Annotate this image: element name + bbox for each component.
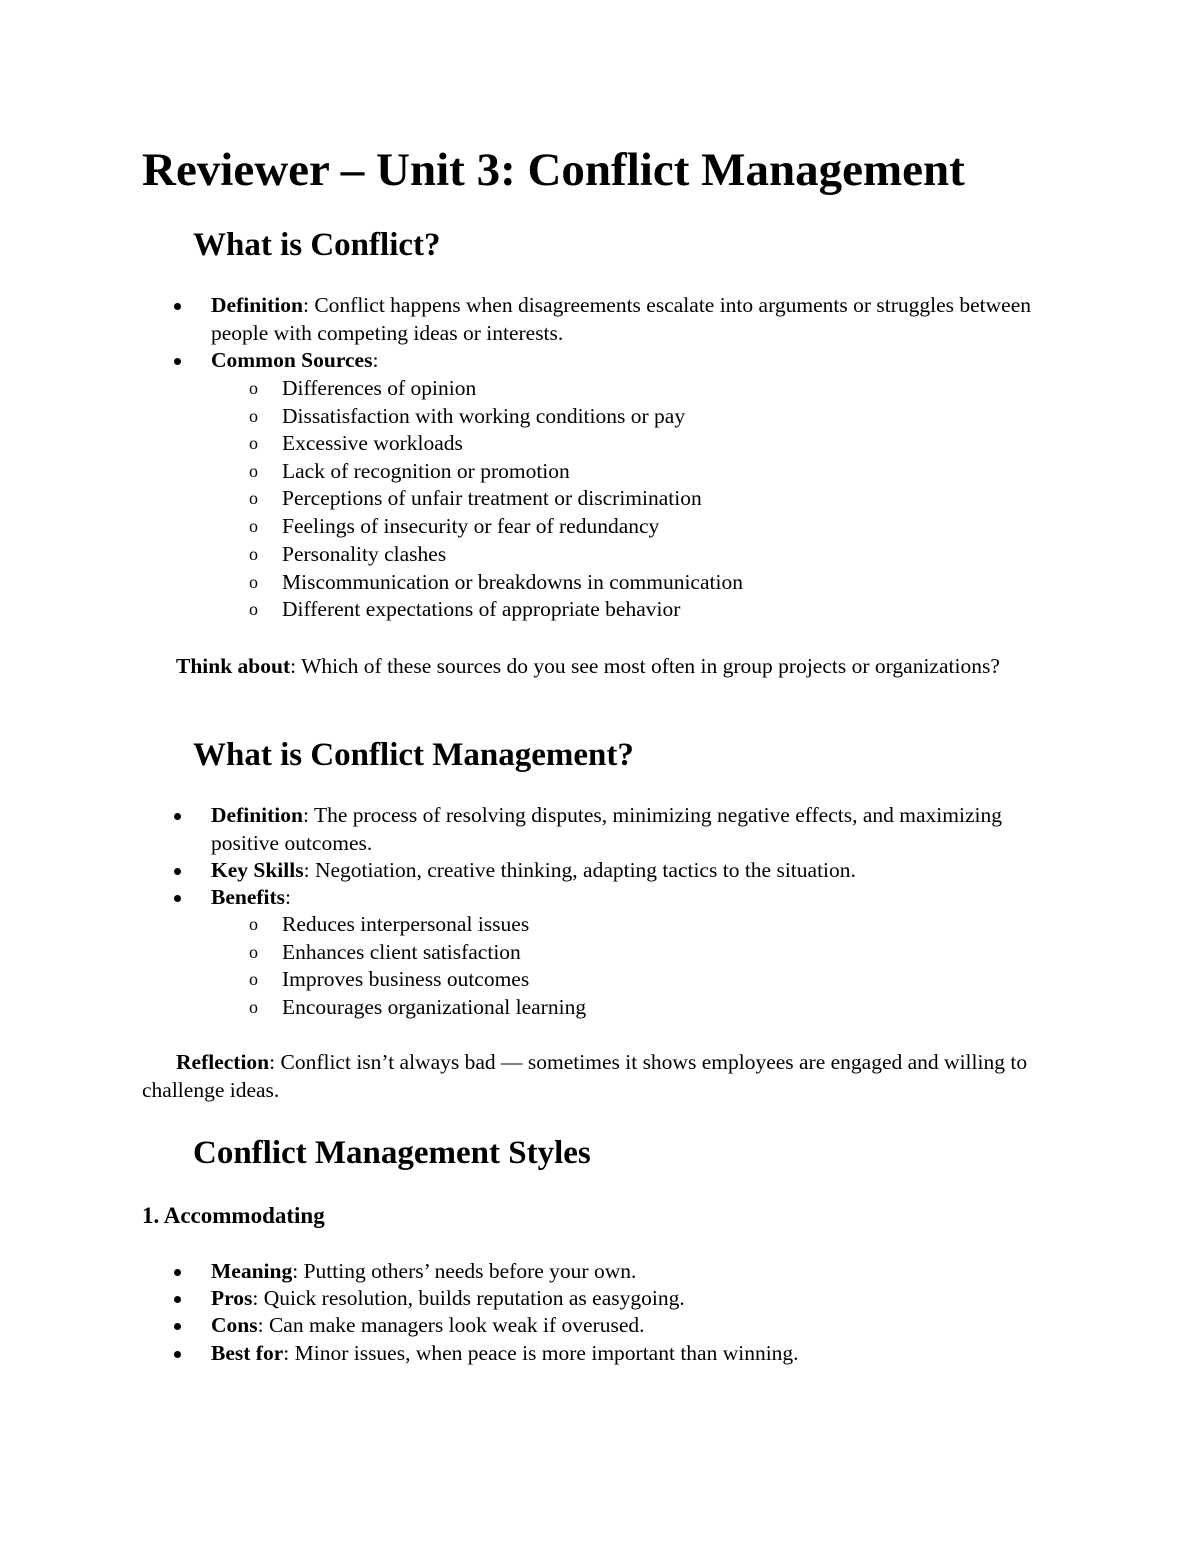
section-heading-what-is-conflict-management: What is Conflict Management?	[193, 737, 634, 773]
sub-bullet-icon: o	[249, 544, 258, 564]
bullet-icon	[174, 303, 181, 310]
bullet-icon	[174, 358, 181, 365]
list-item: o Excessive workloads	[282, 430, 463, 458]
bullet-text: : Putting others’ needs before your own.	[292, 1259, 637, 1283]
bullet-best-for	[211, 1340, 1051, 1368]
subheading-accommodating: 1. Accommodating	[142, 1203, 325, 1228]
sub-bullet-icon: o	[249, 599, 258, 619]
bullet-definition	[211, 802, 1051, 857]
bullet-icon	[174, 1269, 181, 1276]
list-item: o Miscommunication or breakdowns in communication	[282, 569, 743, 597]
sub-bullet-icon: o	[249, 433, 258, 453]
bullet-text: :	[372, 348, 379, 372]
bullet-icon	[174, 895, 181, 902]
list-item: o Enhances client satisfaction	[282, 939, 521, 967]
bullet-text: : Quick resolution, builds reputation as easygoing.	[252, 1286, 685, 1310]
sub-bullet-icon: o	[249, 378, 258, 398]
bullet-meaning	[211, 1258, 1051, 1286]
list-item: o Different expectations of appropriate behavior	[282, 596, 680, 624]
bullet-common-sources	[211, 347, 1051, 375]
bullet-icon	[174, 1296, 181, 1303]
bullet-icon	[174, 1323, 181, 1330]
bullet-label: Definition	[211, 293, 303, 317]
bullet-label: Definition	[211, 803, 303, 827]
bullet-icon	[174, 868, 181, 875]
list-item: o Reduces interpersonal issues	[282, 911, 529, 939]
bullet-label: Key Skills	[211, 858, 304, 882]
bullet-cons	[211, 1312, 1051, 1340]
section-heading-what-is-conflict: What is Conflict?	[193, 227, 441, 263]
sub-bullet-icon: o	[249, 572, 258, 592]
list-item: o Perceptions of unfair treatment or discrimination	[282, 485, 702, 513]
bullet-text: :	[285, 885, 292, 909]
list-item: o Improves business outcomes	[282, 966, 529, 994]
document-title: Reviewer – Unit 3: Conflict Management	[142, 144, 965, 196]
bullet-text: : Can make managers look weak if overused.	[257, 1313, 645, 1337]
bullet-icon	[174, 1351, 181, 1358]
sub-bullet-icon: o	[249, 997, 258, 1017]
sub-bullet-icon: o	[249, 488, 258, 508]
list-item: o Encourages organizational learning	[282, 994, 586, 1022]
bullet-label: Best for	[211, 1341, 284, 1365]
sub-bullet-icon: o	[249, 914, 258, 934]
sub-bullet-icon: o	[249, 969, 258, 989]
reflection-paragraph	[142, 1049, 1042, 1104]
paragraph-label: Reflection	[176, 1050, 270, 1074]
bullet-label: Meaning	[211, 1259, 293, 1283]
list-item: o Lack of recognition or promotion	[282, 458, 570, 486]
paragraph-text: : Which of these sources do you see most often in group projects or organizations?	[290, 654, 1000, 678]
bullet-text: : Minor issues, when peace is more important than winning.	[283, 1341, 799, 1365]
section-heading-conflict-management-styles: Conflict Management Styles	[193, 1135, 591, 1171]
bullet-pros	[211, 1285, 1051, 1313]
bullet-definition	[211, 292, 1051, 347]
bullet-text: : Negotiation, creative thinking, adapting tactics to the situation.	[303, 858, 856, 882]
sub-bullet-icon: o	[249, 460, 258, 481]
list-item: o Feelings of insecurity or fear of redundancy	[282, 513, 659, 541]
list-item: o Personality clashes	[282, 541, 446, 569]
bullet-label: Cons	[211, 1313, 258, 1337]
bullet-icon	[174, 813, 181, 820]
bullet-text: : Conflict happens when disagreements escalate into arguments or struggles between people with competing ideas or interests.	[211, 293, 1031, 345]
think-about-paragraph	[142, 653, 1042, 681]
bullet-label: Pros	[211, 1286, 253, 1310]
sub-bullet-icon: o	[249, 516, 258, 536]
bullet-key-skills	[211, 857, 1051, 885]
bullet-label: Common Sources	[211, 348, 373, 372]
sub-bullet-icon: o	[249, 405, 258, 426]
paragraph-label: Think about	[176, 654, 291, 678]
list-item: o Dissatisfaction with working conditions or pay	[282, 403, 685, 431]
sub-bullet-icon: o	[249, 942, 258, 962]
bullet-text: : The process of resolving disputes, minimizing negative effects, and maximizing positive outcomes.	[211, 803, 1002, 855]
bullet-label: Benefits	[211, 885, 286, 909]
bullet-benefits	[211, 884, 1051, 912]
paragraph-text: : Conflict isn’t always bad — sometimes it shows employees are engaged and willing to challenge ideas.	[142, 1050, 1028, 1102]
list-item: o Differences of opinion	[282, 375, 476, 403]
